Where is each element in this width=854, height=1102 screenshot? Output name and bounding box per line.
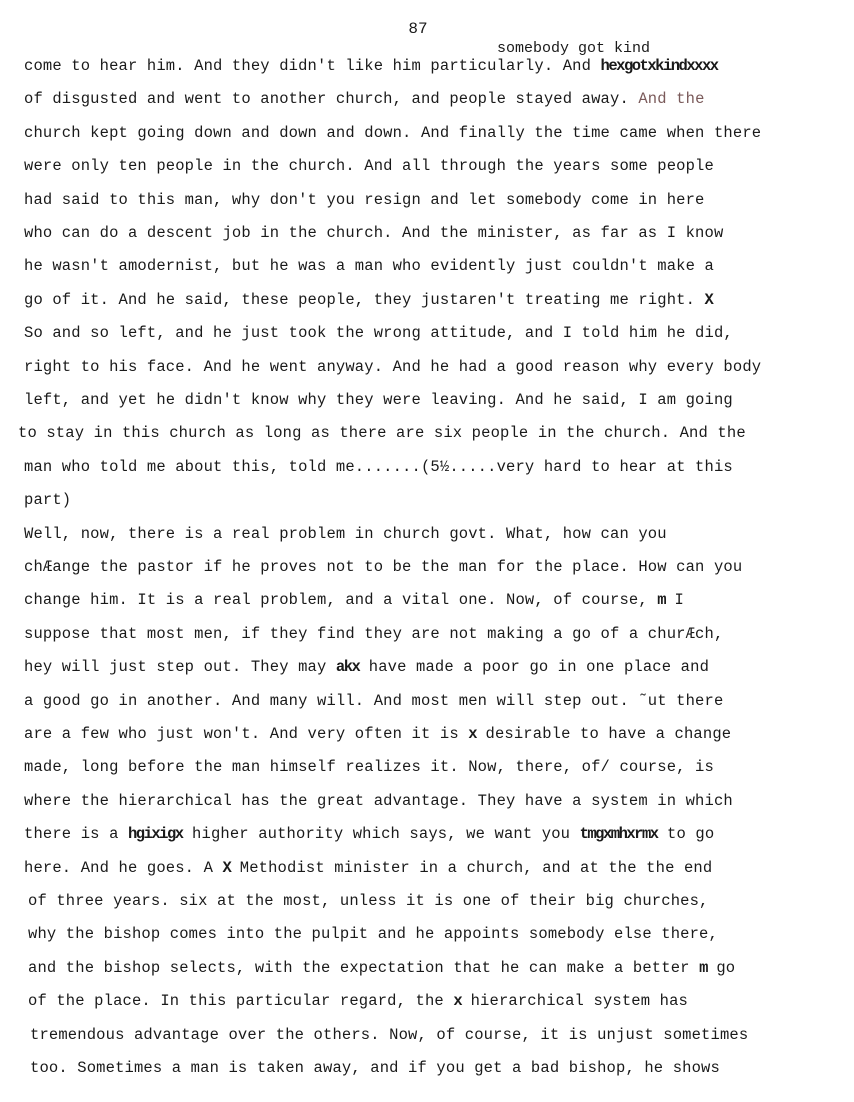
text-segment: why the bishop comes into the pulpit and he appoints somebody else there,	[28, 925, 718, 944]
text-line	[24, 824, 714, 844]
struck-out-text: tmgxmhxrmx	[579, 825, 658, 844]
text-segment: right to his face. And he went anyway. And he had a good reason why every body	[24, 357, 762, 376]
text-line	[24, 757, 714, 777]
text-line	[24, 89, 705, 109]
text-segment: a good go in another. And many will. And most men will step out. ˜ut there	[24, 691, 724, 710]
text-segment: left, and yet he didn't know why they were leaving. And he said, I am going	[24, 391, 733, 409]
text-line	[24, 390, 733, 410]
struck-out-text: m	[657, 591, 666, 610]
text-line	[24, 624, 723, 644]
text-segment: tremendous advantage over the others. Now, of course, it is unjust sometimes	[30, 1025, 749, 1044]
text-segment: are a few who just won't. And very often it is	[24, 725, 469, 743]
text-line	[24, 457, 733, 477]
text-segment: hierarchical system has	[461, 992, 688, 1011]
text-segment: suppose that most men, if they find they are not making a go of a churÆch,	[24, 624, 724, 643]
text-segment: desirable to have a change	[476, 725, 732, 743]
text-segment: Well, now, there is a real problem in church govt. What, how can you	[24, 524, 667, 543]
text-segment: had said to this man, why don't you resign and let somebody come in here	[24, 190, 705, 209]
struck-out-text: hgixigx	[127, 825, 183, 844]
text-line	[24, 56, 718, 76]
text-line	[24, 156, 714, 176]
text-line	[30, 1025, 748, 1045]
struck-out-text: x	[453, 992, 462, 1011]
text-line	[24, 123, 761, 143]
text-segment: part)	[24, 491, 72, 510]
text-line	[24, 290, 712, 310]
text-segment: who can do a descent job in the church. And the minister, as far as I know	[24, 224, 724, 242]
text-segment: there is a	[24, 825, 128, 844]
text-line	[24, 256, 714, 276]
struck-out-text: X	[704, 290, 713, 309]
text-segment: were only ten people in the church. And all through the years some people	[24, 157, 714, 176]
text-line	[24, 223, 723, 243]
text-line	[24, 858, 712, 878]
text-segment: of the place. In this particular regard, the	[28, 992, 454, 1011]
text-segment: where the hierarchical has the great advantage. They have a system in which	[24, 791, 733, 810]
struck-out-text: akx	[335, 658, 360, 677]
text-line	[18, 423, 746, 443]
text-segment: go	[706, 958, 736, 977]
text-line	[30, 1058, 720, 1078]
text-segment: too. Sometimes a man is taken away, and if you get a bad bishop, he shows	[30, 1059, 720, 1077]
text-line	[24, 691, 723, 711]
text-segment: of disgusted and went to another church, and people stayed away.	[24, 90, 639, 109]
text-line	[24, 590, 684, 610]
text-segment: made, long before the man himself realizes it. Now, there, of/ course, is	[24, 758, 714, 777]
text-line	[24, 323, 733, 343]
text-line	[24, 524, 667, 544]
text-segment: I	[665, 591, 684, 610]
struck-out-text: m	[699, 958, 707, 977]
text-segment: higher authority which says, we want you	[182, 825, 580, 844]
text-segment: man who told me about this, told me.......(5½.....very hard to hear at this	[24, 457, 733, 476]
faint-text: And the	[638, 90, 705, 109]
text-segment: hey will just step out. They may	[24, 658, 336, 677]
text-segment: to go	[657, 825, 715, 844]
text-segment: here. And he goes. A	[24, 858, 223, 877]
text-segment: So and so left, and he just took the wrong attitude, and I told him he did,	[24, 324, 733, 343]
text-line	[28, 924, 718, 944]
text-segment: have made a poor go in one place and	[359, 658, 710, 677]
text-line	[28, 958, 735, 978]
text-segment: chÆange the pastor if he proves not to be the man for the place. How can you	[24, 558, 743, 576]
text-line	[24, 357, 761, 377]
text-line	[28, 991, 688, 1011]
struck-out-text: x	[468, 725, 477, 743]
text-segment: of three years. six at the most, unless it is one of their big churches,	[28, 892, 709, 910]
handwritten-insertion: somebody got kind	[497, 40, 651, 57]
text-segment: come to hear him. And they didn't like him particularly. And	[24, 57, 601, 75]
text-line	[28, 891, 709, 911]
text-segment: church kept going down and down and down. And finally the time came when there	[24, 123, 762, 142]
text-segment: go of it. And he said, these people, they justaren't treating me right.	[24, 290, 705, 309]
page-number: 87	[408, 20, 428, 38]
text-segment: to stay in this church as long as there are six people in the church. And the	[18, 424, 746, 443]
text-line	[24, 557, 742, 577]
text-segment: and the bishop selects, with the expectation that he can make a better	[28, 958, 700, 977]
text-line	[24, 724, 731, 744]
text-line	[24, 657, 709, 677]
text-segment: change him. It is a real problem, and a vital one. Now, of course,	[24, 591, 658, 610]
text-line	[24, 490, 71, 510]
text-line	[24, 190, 705, 210]
text-segment: Methodist minister in a church, and at the the end	[230, 858, 713, 877]
struck-out-text: X	[222, 858, 231, 877]
text-segment: he wasn't amodernist, but he was a man who evidently just couldn't make a	[24, 257, 714, 276]
text-line	[24, 791, 733, 811]
struck-out-text: hexgotxkindxxxx	[600, 57, 718, 75]
